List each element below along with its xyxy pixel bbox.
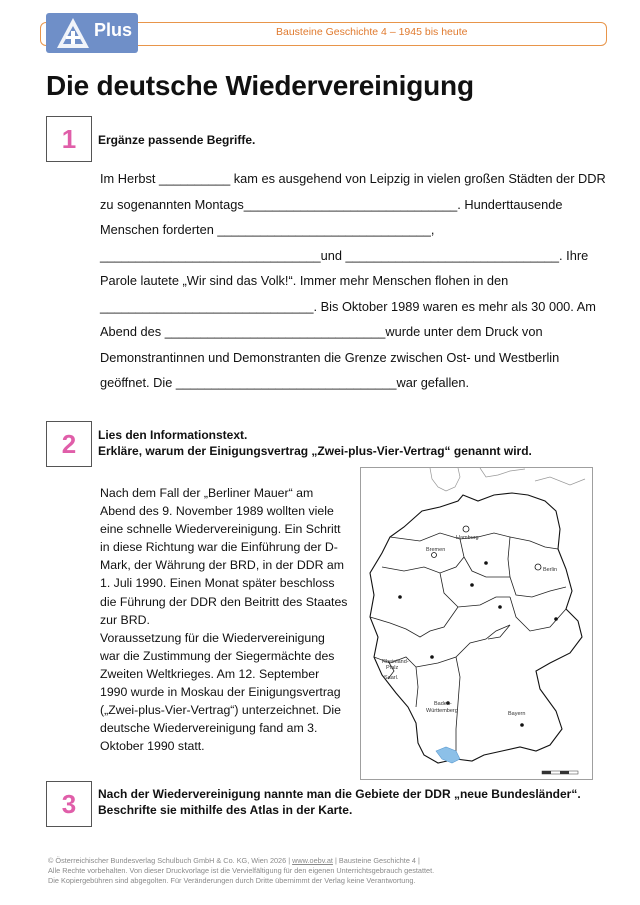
task1-instruction: Ergänze passende Begriffe. [98,133,256,147]
cloze-line: zu sogenannten Montags______________________________. Hunderttausende [100,196,563,212]
cloze-line: geöffnet. Die _______________________________war gefallen. [100,375,470,390]
cloze-line: Abend des _______________________________wurde unter dem Druck von [100,324,543,339]
cloze-line: ______________________________. Bis Oktober 1989 waren es mehr als 30 000. Am [100,298,596,314]
city-dot [430,655,434,659]
footer-series: | Bausteine Geschichte 4 | [332,856,420,865]
info-line: Voraussetzung für die Wiedervereinigung [100,630,325,645]
info-line: deutsche Wiedervereinigung fand am 3. [100,721,318,736]
footer-line-2: Alle Rechte vorbehalten. Von dieser Druckvorlage ist die Vervielfältigung für den eigenen Unterrichtsgebrauch gestattet. [48,866,435,875]
series-title: Bausteine Geschichte 4 – 1945 bis heute [276,26,468,38]
map-label-berlin: Berlin [543,567,558,573]
info-line: zur BRD. [100,612,150,627]
footer [48,856,434,886]
info-line: Zweiten Weltkrieges. Am 12. September [100,666,320,681]
publisher-logo [46,13,138,53]
task2-instruction-line: Erkläre, warum der Einigungsvertrag „Zwei-plus-Vier-Vertrag“ genannt wird. [98,444,532,458]
cloze-line: Parole lautete „Wir sind das Volk!“. Immer mehr Menschen flohen in den [100,273,509,288]
task-number-3: 3 [46,781,92,827]
info-line: Oktober 1990 statt. [100,739,205,754]
info-line: in diese Richtung war die Einführung der D- [100,540,338,555]
cloze-line: Demonstrantinnen und Demonstranten die Grenze zwischen Ost- und Westberlin [100,349,560,365]
task-number-1: 1 [46,116,92,162]
page-title: Die deutsche Wiedervereinigung [46,70,474,101]
map-label-bayern: Bayern [508,711,526,717]
task3-instruction [98,786,581,818]
city-dot [554,617,558,621]
info-line: 1990 wurde in Moskau der Einigungsvertrag [100,685,341,700]
info-line: die Führung der DDR den Beitritt des Staates [100,594,348,609]
cloze-text [100,166,606,396]
city-dot [470,583,474,587]
map-label-pfalz: Pfalz [386,665,399,671]
cloze-line: Menschen forderten ______________________________, [100,222,435,237]
footer-line-1 [48,856,434,866]
map-label-baden: Baden- [434,701,452,707]
task2-instruction-line: Lies den Informationstext. [98,428,248,442]
footer-copyright: © Österreichischer Bundesverlag Schulbuch GmbH & Co. KG, Wien 2026 | [48,856,293,865]
map-label-hamburg: Hamburg [456,535,479,541]
task3-instruction-line: Nach der Wiedervereinigung nannte man die Gebiete der DDR „neue Bundesländer“. [98,787,581,801]
map-label-saarland: Saarl. [384,675,399,681]
info-line: Mark, der Währung der BRD, in der DDR am [100,558,344,573]
cloze-line: Im Herbst __________ kam es ausgehend von Leipzig in vielen großen Städten der DDR [100,171,606,186]
info-text [100,484,365,755]
city-dot [484,561,488,565]
info-line: Abend des 9. November 1989 wollten viele [100,504,334,519]
triangle-logo-icon [56,17,90,49]
task-number-2: 2 [46,421,92,467]
footer-link[interactable]: www.oebv.at [292,856,333,865]
footer-line-3: Die Kopiergebühren sind abgegolten. Für Veränderungen durch Dritte übernimmt der Verlag keine Verantwortung. [48,876,416,885]
info-line: Nach dem Fall der „Berliner Mauer“ am [100,486,314,500]
cloze-line: _______________________________und ______________________________. Ihre [100,247,589,263]
city-dot [498,605,502,609]
map-label-rheinland: Rheinland- [382,659,409,665]
task3-instruction-line: Beschrifte sie mithilfe des Atlas in der Karte. [98,803,353,817]
city-dot [520,723,524,727]
scale-bar [542,771,578,774]
info-line: war die Zustimmung der Siegermächte des [100,648,335,663]
city-dot [398,595,402,599]
logo-text: Plus [94,20,133,40]
info-line: 1. Juli 1990. Einen Monat später beschloss [100,576,335,591]
germany-map [360,467,593,780]
info-line: („Zwei-plus-Vier-Vertrag“) unterzeichnet. Die [100,703,342,718]
map-label-bremen: Bremen [426,547,446,553]
task2-instruction [98,427,532,459]
info-line: eine schnelle Wiedervereinigung. Ein Schritt [100,522,341,537]
map-label-wuerttemberg: Württemberg [426,708,458,714]
